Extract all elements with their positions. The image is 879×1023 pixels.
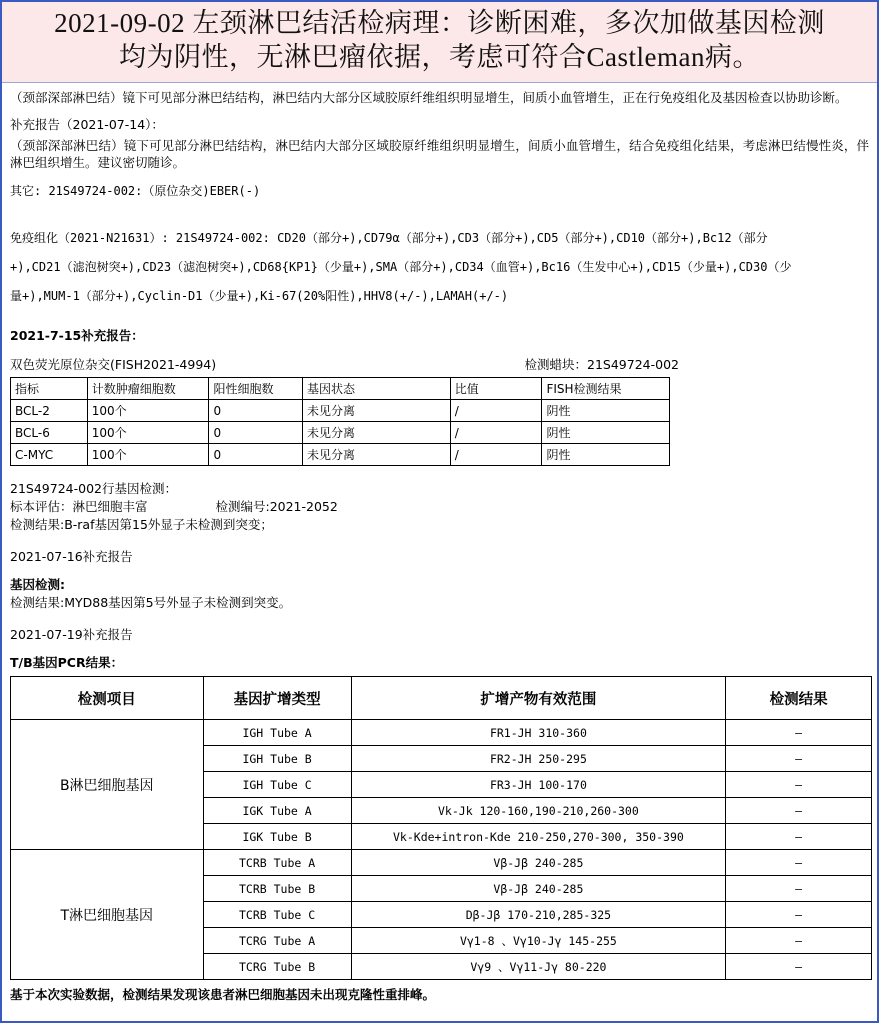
fish-cell: BCL-6 — [11, 422, 88, 444]
table-row — [11, 422, 670, 444]
fish-method-label: 双色荧光原位杂交(FISH2021-4994) — [10, 357, 217, 372]
fish-cell: 100个 — [87, 400, 209, 422]
supplement-0719-date: 2021-07-19补充报告 — [10, 627, 133, 642]
pcr-cell-result: — — [726, 824, 872, 850]
pcr-cell-type: IGK Tube A — [203, 798, 351, 824]
pcr-cell-range: Vγ9 、Vγ11-Jγ 80-220 — [351, 954, 726, 980]
fish-cell: / — [450, 444, 542, 466]
table-row — [11, 720, 872, 746]
pcr-cell-result: — — [726, 954, 872, 980]
fish-cell: C-MYC — [11, 444, 88, 466]
table-row — [11, 850, 872, 876]
pcr-conclusion: 基于本次实验数据，检测结果发现该患者淋巴细胞基因未出现克隆性重排峰。 — [10, 987, 436, 1002]
pcr-cell-result: — — [726, 850, 872, 876]
pcr-col-amplification-type: 基因扩增类型 — [203, 677, 351, 720]
table-row — [11, 400, 670, 422]
fish-cell: 0 — [209, 422, 302, 444]
other-findings-line: 其它: 21S49724-002:（原位杂交)EBER(-) — [10, 184, 261, 198]
ihc-line-1: 免疫组化（2021-N21631）: 21S49724-002: CD20（部分+),CD79α（部分+),CD3（部分+),CD5（部分+),CD10（部分+),Bc12（部分 — [10, 231, 768, 245]
fish-cell: 阴性 — [542, 444, 670, 466]
fish-cell: 100个 — [87, 422, 209, 444]
table-row — [11, 444, 670, 466]
pcr-col-valid-range: 扩增产物有效范围 — [351, 677, 726, 720]
fish-cell: 100个 — [87, 444, 209, 466]
fish-col-result: FISH检测结果 — [542, 378, 670, 400]
pcr-group-t-cell: T淋巴细胞基因 — [11, 850, 204, 980]
pcr-group-b-cell: B淋巴细胞基因 — [11, 720, 204, 850]
page-title-line-2: 均为阴性，无淋巴瘤依据，考虑可符合Castleman病。 — [119, 42, 760, 72]
supplement-0716-date: 2021-07-16补充报告 — [10, 549, 133, 564]
supplement-report-label: 补充报告（2021-07-14）： — [10, 117, 164, 132]
pcr-cell-result: — — [726, 902, 872, 928]
pathology-paragraph-1: （颈部深部淋巴结）镜下可见部分淋巴结结构，淋巴结内大部分区域胶原纤维组织明显增生，间质小血管增生，正在行免疫组化及基因检查以协助诊断。 — [10, 90, 848, 105]
ihc-line-3: 量+),MUM-1（部分+),Cyclin-D1（少量+),Ki-67(20%阳性),HHV8(+/-),LAMAH(+/-) — [10, 289, 509, 303]
pcr-cell-range: Vβ-Jβ 240-285 — [351, 850, 726, 876]
pcr-cell-result: — — [726, 928, 872, 954]
fish-cell: 0 — [209, 444, 302, 466]
gene-test-specimen-label: 标本评估：淋巴细胞丰富 — [10, 499, 148, 514]
pcr-cell-type: IGH Tube B — [203, 746, 351, 772]
fish-result-table — [10, 377, 670, 466]
fish-col-ratio: 比值 — [450, 378, 542, 400]
page-title-banner — [2, 2, 877, 83]
pcr-cell-range: Dβ-Jβ 170-210,285-325 — [351, 902, 726, 928]
pcr-cell-type: IGK Tube B — [203, 824, 351, 850]
pcr-cell-type: TCRB Tube C — [203, 902, 351, 928]
pcr-result-table — [10, 676, 872, 980]
fish-col-positive-cells: 阳性细胞数 — [209, 378, 302, 400]
supplement-0716-label: 基因检测: — [10, 577, 65, 592]
pcr-cell-range: Vk-Jk 120-160,190-210,260-300 — [351, 798, 726, 824]
pcr-cell-type: TCRB Tube B — [203, 876, 351, 902]
ihc-line-2: +),CD21（滤泡树突+),CD23（滤泡树突+),CD68{KP1}（少量+),SMA（部分+),CD34（血管+),Bc16（生发中心+),CD15（少量+),CD30（少 — [10, 260, 792, 274]
fish-cell: 未见分离 — [302, 444, 450, 466]
fish-cell: / — [450, 422, 542, 444]
fish-cell: / — [450, 400, 542, 422]
fish-section-title: 2021-7-15补充报告： — [10, 328, 144, 343]
fish-cell: 阴性 — [542, 422, 670, 444]
pcr-col-item: 检测项目 — [11, 677, 204, 720]
pcr-cell-type: TCRG Tube B — [203, 954, 351, 980]
pcr-cell-type: IGH Tube C — [203, 772, 351, 798]
fish-cell: 未见分离 — [302, 400, 450, 422]
document-body — [2, 83, 877, 1003]
pcr-cell-range: FR2-JH 250-295 — [351, 746, 726, 772]
fish-block-label: 检测蜡块：21S49724-002 — [524, 357, 679, 372]
pcr-cell-result: — — [726, 798, 872, 824]
fish-cell: BCL-2 — [11, 400, 88, 422]
pcr-cell-range: FR3-JH 100-170 — [351, 772, 726, 798]
page-title-line-1: 2021-09-02 左颈淋巴结活检病理：诊断困难，多次加做基因检测 — [54, 8, 825, 38]
pcr-cell-result: — — [726, 876, 872, 902]
pcr-section-title: T/B基因PCR结果： — [10, 655, 124, 670]
gene-test-title: 21S49724-002行基因检测： — [10, 481, 177, 496]
pcr-cell-range: Vk-Kde+intron-Kde 210-250,270-300, 350-390 — [351, 824, 726, 850]
pcr-cell-range: Vβ-Jβ 240-285 — [351, 876, 726, 902]
fish-header-row — [10, 355, 869, 373]
pcr-cell-range: FR1-JH 310-360 — [351, 720, 726, 746]
gene-test-specimen-row — [10, 498, 869, 516]
pcr-table-header-row — [11, 677, 872, 720]
fish-col-indicator: 指标 — [11, 378, 88, 400]
pcr-cell-type: TCRG Tube A — [203, 928, 351, 954]
pcr-cell-type: TCRB Tube A — [203, 850, 351, 876]
pcr-col-result: 检测结果 — [726, 677, 872, 720]
fish-cell: 阴性 — [542, 400, 670, 422]
fish-col-gene-status: 基因状态 — [302, 378, 450, 400]
gene-test-number: 检测编号:2021-2052 — [215, 499, 338, 514]
pcr-cell-range: Vγ1-8 、Vγ10-Jγ 145-255 — [351, 928, 726, 954]
pcr-cell-result: — — [726, 772, 872, 798]
pcr-cell-type: IGH Tube A — [203, 720, 351, 746]
fish-table-header-row — [11, 378, 670, 400]
fish-cell: 0 — [209, 400, 302, 422]
fish-col-tumor-cells: 计数肿瘤细胞数 — [87, 378, 209, 400]
gene-test-result: 检测结果:B-raf基因第15外显子未检测到突变； — [10, 517, 273, 532]
pathology-paragraph-2: （颈部深部淋巴结）镜下可见部分淋巴结结构，淋巴结内大部分区域胶原纤维组织明显增生，间质小血管增生，结合免疫组化结果，考虑淋巴结慢性炎，伴淋巴组织增生。建议密切随诊。 — [10, 138, 869, 170]
pcr-cell-result: — — [726, 720, 872, 746]
supplement-0716-result: 检测结果:MYD88基因第5号外显子未检测到突变。 — [10, 595, 292, 610]
fish-cell: 未见分离 — [302, 422, 450, 444]
pcr-cell-result: — — [726, 746, 872, 772]
